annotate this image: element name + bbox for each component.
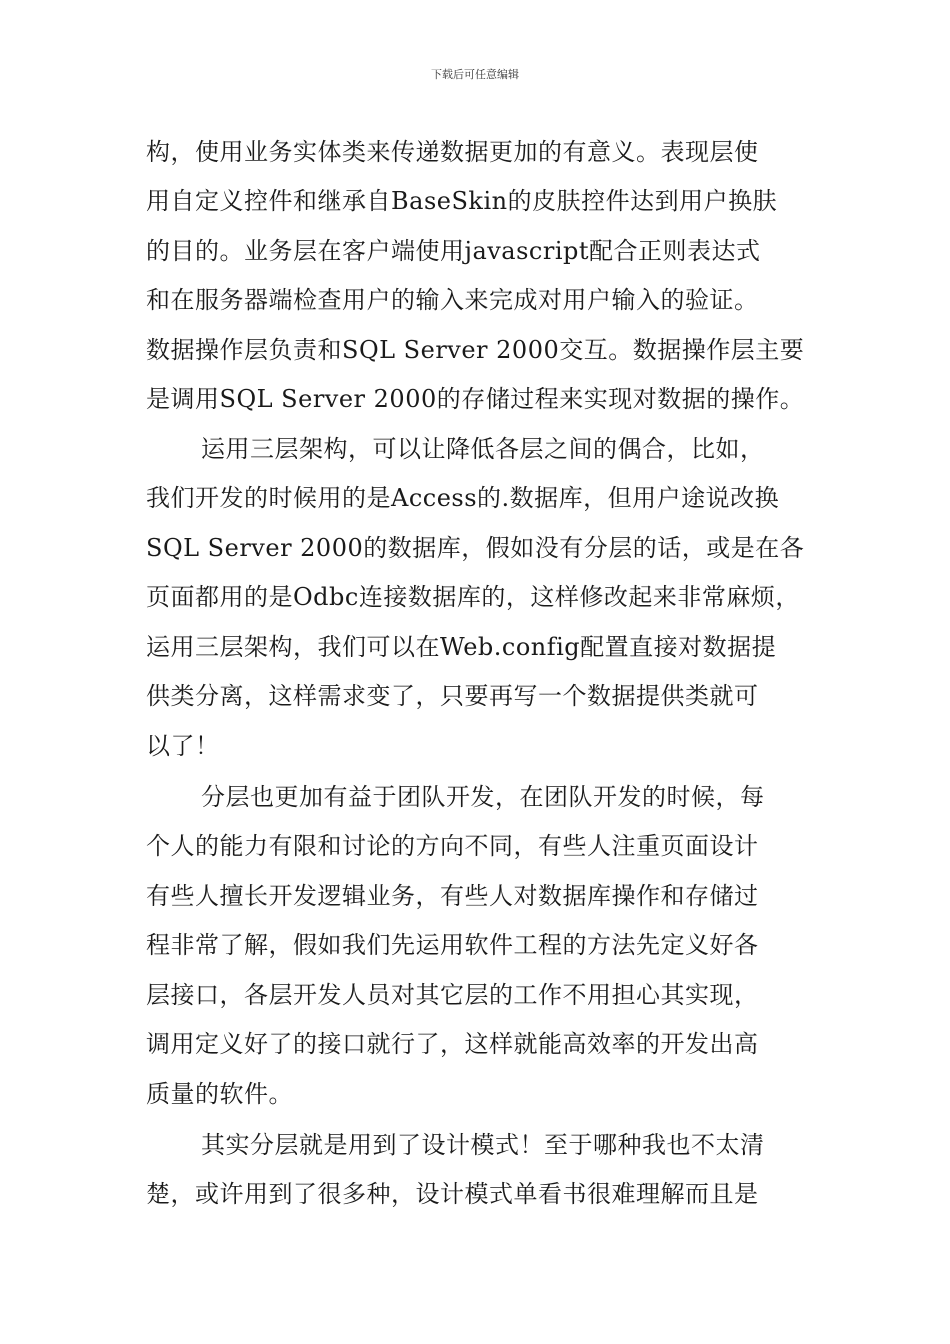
paragraph-3-line-1: 分层也更加有益于团队开发，在团队开发的时候，每 <box>201 783 765 811</box>
paragraph-4-line-1: 其实分层就是用到了设计模式！至于哪种我也不太清 <box>201 1131 765 1159</box>
paragraph-3-line-6: 调用定义好了的接口就行了，这样就能高效率的开发出高 <box>146 1030 759 1058</box>
paragraph-2-line-5: 运用三层架构，我们可以在Web.config配置直接对数据提 <box>146 633 777 661</box>
paragraph-2-line-1: 运用三层架构，可以让降低各层之间的偶合，比如， <box>201 435 765 463</box>
paragraph-3-line-2: 个人的能力有限和讨论的方向不同，有些人注重页面设计 <box>146 832 759 860</box>
page-header: 下载后可任意编辑 <box>431 68 519 81</box>
paragraph-2-line-3: SQL Server 2000的数据库，假如没有分层的话，或是在各 <box>146 534 805 562</box>
paragraph-4-line-2: 楚，或许用到了很多种，设计模式单看书很难理解而且是 <box>146 1180 759 1208</box>
paragraph-2-line-7: 以了！ <box>146 732 220 760</box>
paragraph-1-line-2: 用自定义控件和继承自BaseSkin的皮肤控件达到用户换肤 <box>146 187 778 215</box>
paragraph-3-line-7: 质量的软件。 <box>146 1080 293 1108</box>
paragraph-1-line-5: 数据操作层负责和SQL Server 2000交互。数据操作层主要 <box>146 336 805 364</box>
paragraph-1-line-6: 是调用SQL Server 2000的存储过程来实现对数据的操作。 <box>146 385 805 413</box>
paragraph-1-line-4: 和在服务器端检查用户的输入来完成对用户输入的验证。 <box>146 286 759 314</box>
paragraph-1-line-1: 构，使用业务实体类来传递数据更加的有意义。表现层使 <box>146 138 759 166</box>
paragraph-3-line-5: 层接口，各层开发人员对其它层的工作不用担心其实现， <box>146 981 759 1009</box>
paragraph-2-line-4: 页面都用的是Odbc连接数据库的，这样修改起来非常麻烦， <box>146 583 800 611</box>
paragraph-2-line-2: 我们开发的时候用的是Access的.数据库，但用户途说改换 <box>146 484 780 512</box>
paragraph-3-line-3: 有些人擅长开发逻辑业务，有些人对数据库操作和存储过 <box>146 882 759 910</box>
paragraph-1-line-3: 的目的。业务层在客户端使用javascript配合正则表达式 <box>146 237 761 265</box>
paragraph-2-line-6: 供类分离，这样需求变了，只要再写一个数据提供类就可 <box>146 682 759 710</box>
paragraph-3-line-4: 程非常了解，假如我们先运用软件工程的方法先定义好各 <box>146 931 759 959</box>
